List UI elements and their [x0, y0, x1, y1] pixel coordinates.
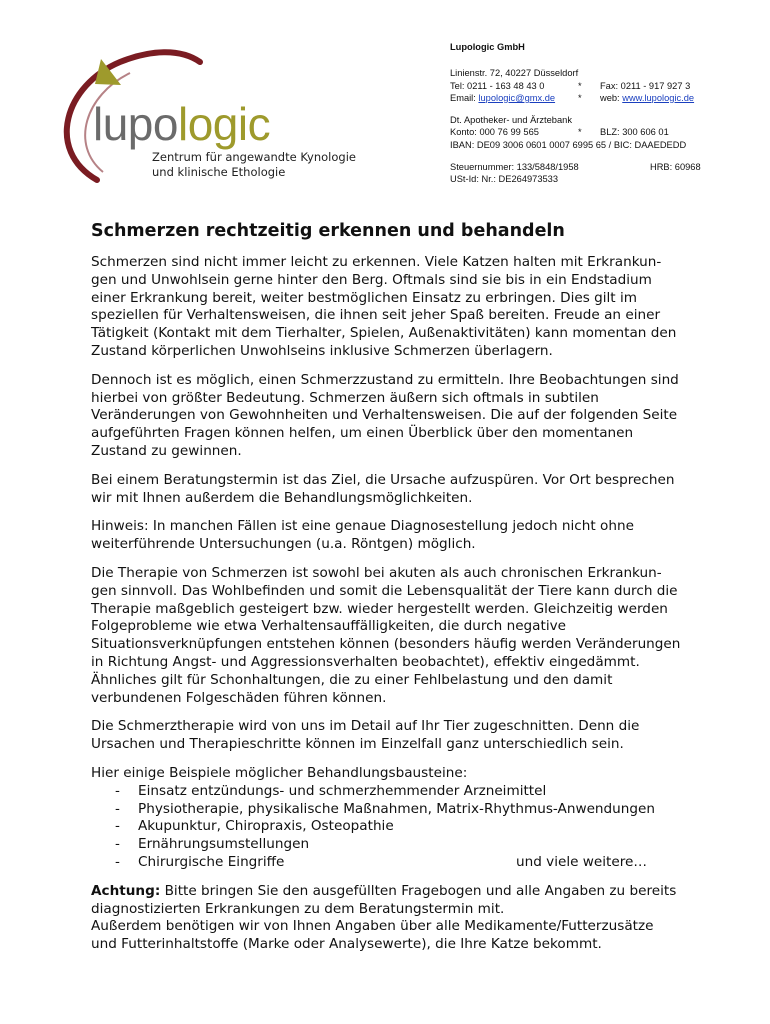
tax-row — [450, 161, 715, 173]
list-item — [91, 801, 681, 819]
logo-wordmark — [93, 97, 270, 151]
tagline-line1: Zentrum für angewandte Kynologie — [152, 150, 356, 164]
treatment-list — [91, 783, 681, 872]
bullet-marker: - — [115, 782, 120, 799]
paragraph: Hinweis: In manchen Fällen ist eine genaue Diagnosestellung jedoch nicht ohne weiterführende Untersuchungen (u.a. Röntgen) möglich. — [91, 518, 634, 553]
separator: * — [578, 80, 582, 91]
tagline-line2: und klinische Ethologie — [152, 165, 286, 179]
list-item-text: Chirurgische Eingriffe — [138, 853, 285, 870]
blz: BLZ: 300 606 01 — [600, 127, 669, 138]
separator: * — [578, 127, 582, 138]
company-address: Linienstr. 72, 40227 Düsseldorf — [450, 68, 579, 79]
list-item — [91, 854, 681, 872]
list-item-text: Physiotherapie, physikalische Maßnahmen, Matrix-Rhythmus-Anwendungen — [138, 800, 656, 817]
list-item-text: Ernährungsumstellungen — [138, 836, 310, 853]
logo-word-part2: logic — [177, 98, 271, 150]
vat-id: USt-Id: Nr.: DE264973533 — [450, 174, 559, 185]
hrb: HRB: 60968 — [650, 162, 701, 173]
tax-number: Steuernummer: 133/5848/1958 — [450, 162, 579, 173]
web-link[interactable]: www.lupologic.de — [622, 92, 695, 103]
company-name: Lupologic GmbH — [450, 42, 525, 52]
paragraph: Die Schmerztherapie wird von uns im Detail auf Ihr Tier zugeschnitten. Denn die Ursachen und Therapieschritte können im Einzelfall ganz unterschiedlich sein. — [91, 718, 640, 753]
bullet-marker: - — [115, 853, 120, 870]
bullet-marker: - — [115, 800, 120, 817]
contact-row — [450, 92, 715, 104]
attention-label: Achtung: — [91, 882, 161, 899]
list-item — [91, 836, 681, 854]
logo-tagline — [152, 150, 356, 180]
list-item — [91, 783, 681, 801]
separator: * — [578, 92, 582, 103]
bullet-marker: - — [115, 836, 120, 853]
paragraph: Schmerzen sind nicht immer leicht zu erkennen. Viele Katzen halten mit Erkrankun-gen und Unwohlsein gerne hinter den Berg. Oftmals sind sie bis in ein Endstadium einer Erkrankung bereit, weiter bestmöglichen Einsatz zu erbringen. Dies gilt im speziellen für Verhaltensweisen, die ihnen seit jeher Spaß bereiten. Freude an einer Tätigkeit (Kontakt mit dem Tierhalter, Spielen, Außenaktivitäten) kann momentan den Zustand körperlichen Unwohlseins inklusive Schmerzen überlagern. — [91, 254, 677, 359]
list-more-text: und viele weitere… — [515, 853, 647, 870]
fax: Fax: 0211 - 917 927 3 — [600, 80, 691, 91]
web-label: web: — [600, 92, 620, 103]
document-body — [91, 220, 681, 954]
email-label: Email: — [450, 92, 476, 103]
paragraph: Dennoch ist es möglich, einen Schmerzzustand zu ermitteln. Ihre Beobachtungen sind hierbei von größter Bedeutung. Schmerzen äußern sich oftmals in subtilen Veränderungen von Gewohnheiten und Verhaltensweisen. Die auf der folgenden Seite aufgeführten Fragen können helfen, um einen Überblick über den momentanen Zustand zu gewinnen. — [91, 371, 679, 459]
konto: Konto: 000 76 99 565 — [450, 127, 539, 138]
bank-row — [450, 126, 715, 138]
paragraph: Bei einem Beratungstermin ist das Ziel, die Ursache aufzuspüren. Vor Ort besprechen wir mit Ihnen außerdem die Behandlungsmöglichkeiten. — [91, 471, 675, 506]
list-item — [91, 818, 681, 836]
bullet-marker: - — [115, 818, 120, 835]
closing-text: Außerdem benötigen wir von Ihnen Angaben über alle Medikamente/Futterzusätze und Futterinhaltstoffe (Marke oder Analysewerte), die Ihre Katze bekommt. — [91, 918, 654, 953]
company-info — [450, 41, 715, 186]
attention-note — [91, 883, 681, 919]
company-logo — [55, 40, 375, 200]
phone-row — [450, 80, 715, 92]
list-intro: Hier einige Beispiele möglicher Behandlungsbausteine: — [91, 764, 468, 781]
iban: IBAN: DE09 3006 0601 0007 6995 65 / BIC: DAAEDEDD — [450, 139, 687, 150]
list-item-text: Einsatz entzündungs- und schmerzhemmender Arzneimittel — [138, 782, 547, 799]
attention-text: Bitte bringen Sie den ausgefüllten Fragebogen und alle Angaben zu bereits diagnostizierten Erkrankungen zu dem Beratungstermin mit. — [91, 882, 677, 917]
phone: Tel: 0211 - 163 48 43 0 — [450, 80, 545, 91]
paragraph: Die Therapie von Schmerzen ist sowohl bei akuten als auch chronischen Erkrankun-gen sinnvoll. Das Wohlbefinden und somit die Lebensqualität der Tiere kann durch die Therapie maßgeblich gesteigert bzw. wieder hergestellt werden. Gleichzeitig werden Folgeprobleme wie etwa Verhaltensauffälligkeiten, die durch negative Situationsverknüpfungen entstehen können (besonders häufig werden Veränderungen in Richtung Angst- und Aggressionsverhalten beobachtet), effektiv eingedämmt. Ähnliches gilt für Schonhaltungen, die zu einer Fehlbelastung und den damit verbundenen Folgeschäden führen können. — [91, 564, 681, 706]
list-item-text: Akupunktur, Chiropraxis, Osteopathie — [138, 818, 394, 835]
document-title: Schmerzen rechtzeitig erkennen und behandeln — [91, 221, 565, 241]
logo-word-part1: lupo — [93, 98, 178, 150]
email-link[interactable]: lupologic@gmx.de — [478, 92, 556, 103]
bank-name: Dt. Apotheker- und Ärztebank — [450, 115, 572, 126]
